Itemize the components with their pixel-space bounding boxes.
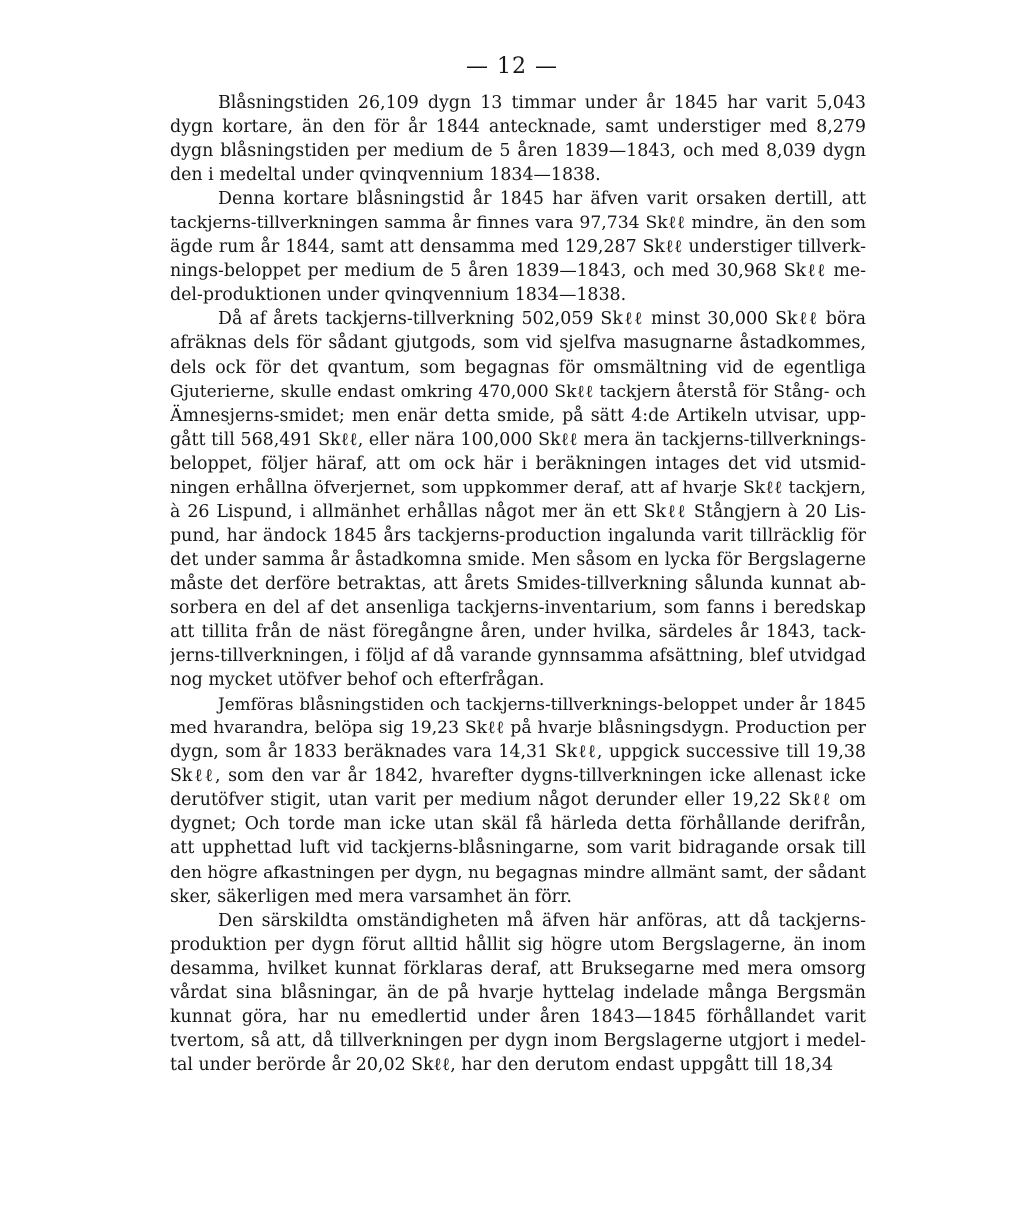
- text-line: gått till 568,491 Skℓℓ, eller nära 100,000 Skℓℓ mera än tackjerns-tillverknings-: [170, 429, 866, 450]
- text-line: Skℓℓ, som den var år 1842, hvarefter dygns-tillverkningen icke allenast icke: [170, 766, 866, 787]
- body-text: [170, 91, 866, 1077]
- text-line: beloppet, följer häraf, att om ock här i beräkningen intages det vid utsmid-: [170, 453, 866, 474]
- text-line: Denna kortare blåsningstid år 1845 har äfven varit orsaken dertill, att: [218, 189, 866, 210]
- text-line: dels ock för det qvantum, som begagnas för omsmältning vid de egentliga: [170, 357, 866, 378]
- text-line: ägde rum år 1844, samt att densamma med 129,287 Skℓℓ understiger tillverk-: [170, 237, 866, 258]
- text-line: måste det derföre betraktas, att årets Smides-tillverkning sålunda kunnat ab-: [170, 573, 866, 594]
- text-line: ningen erhållna öfverjernet, som uppkommer deraf, att af hvarje Skℓℓ tackjern,: [170, 477, 866, 498]
- paragraph: [170, 692, 866, 908]
- paragraph: [170, 909, 866, 1077]
- text-line: dygn, som år 1833 beräknades vara 14,31 Skℓℓ, uppgick successive till 19,38: [170, 742, 866, 763]
- text-line: tackjerns-tillverkningen samma år finnes vara 97,734 Skℓℓ mindre, än den som: [170, 213, 866, 234]
- text-line: desamma, hvilket kunnat förklaras deraf, att Bruksegarne med mera omsorg: [170, 958, 866, 979]
- text-line: sorbera en del af det ansenliga tackjerns-inventarium, som fanns i beredskap: [170, 597, 866, 618]
- text-line: sker, säkerligen med mera varsamhet än förr.: [170, 886, 572, 907]
- text-line: Då af årets tackjerns-tillverkning 502,059 Skℓℓ minst 30,000 Skℓℓ böra: [218, 309, 866, 330]
- text-line: Gjuterierne, skulle endast omkring 470,000 Skℓℓ tackjern återstå för Stång- och: [170, 381, 866, 402]
- text-line: dygnet; Och torde man icke utan skäl få härleda detta förhållande derifrån,: [170, 814, 866, 835]
- text-line: att tillita från de näst föregångne åren, under hvilka, särdeles år 1843, tack-: [170, 622, 866, 643]
- text-line: Blåsningstiden 26,109 dygn 13 timmar under år 1845 har varit 5,043: [218, 93, 866, 113]
- text-line: dygn kortare, än den för år 1844 antecknade, samt understiger med 8,279: [170, 117, 866, 138]
- text-line: nog mycket utöfver behof och efterfrågan.: [170, 670, 545, 691]
- text-line: vårdat sina blåsningar, än de på hvarje hyttelag indelade många Bergsmän: [170, 982, 866, 1003]
- text-line: den i medeltal under qvinqvennium 1834—1838.: [170, 165, 601, 186]
- text-line: med hvarandra, belöpa sig 19,23 Skℓℓ på hvarje blåsningsdygn. Production per: [170, 718, 866, 739]
- text-line: jerns-tillverkningen, i följd af då varande gynnsamma afsättning, blef utvidgad: [170, 646, 866, 667]
- text-line: produktion per dygn förut alltid hållit sig högre utom Bergslagerne, än inom: [170, 934, 866, 955]
- text-line: nings-beloppet per medium de 5 åren 1839—1843, och med 30,968 Skℓℓ me-: [170, 261, 866, 282]
- page-number: — 12 —: [466, 54, 558, 79]
- text-line: kunnat göra, har nu emedlertid under åren 1843—1845 förhållandet varit: [170, 1006, 866, 1027]
- paragraph: [170, 91, 866, 187]
- text-line: afräknas dels för sådant gjutgods, som vid sjelfva masugnarne åstadkommes,: [170, 333, 866, 354]
- paragraph: [170, 307, 866, 692]
- text-line: pund, har ändock 1845 års tackjerns-production ingalunda varit tillräcklig för: [170, 525, 866, 546]
- text-line: dygn blåsningstiden per medium de 5 åren 1839—1843, och med 8,039 dygn: [170, 141, 866, 162]
- text-line: del-produktionen under qvinqvennium 1834—1838.: [170, 285, 627, 306]
- text-line: tal under berörde år 20,02 Skℓℓ, har den derutom endast uppgått till 18,34: [170, 1054, 834, 1075]
- text-line: Den särskildta omständigheten må äfven här anföras, att då tackjerns-: [218, 910, 866, 931]
- text-line: att upphettad luft vid tackjerns-blåsningarne, som varit bidragande orsak till: [170, 838, 866, 859]
- text-line: den högre afkastningen per dygn, nu begagnas mindre allmänt samt, der sådant: [170, 862, 866, 883]
- text-line: derutöfver stigit, utan varit per medium något derunder eller 19,22 Skℓℓ om: [170, 790, 866, 811]
- text-line: det under samma år åstadkomna smide. Men såsom en lycka för Bergslagerne: [170, 549, 866, 570]
- text-line: à 26 Lispund, i allmänhet erhållas något mer än ett Skℓℓ Stångjern à 20 Lis-: [170, 501, 866, 522]
- text-line: Ämnesjerns-smidet; men enär detta smide, på sätt 4:de Artikeln utvisar, upp-: [170, 405, 866, 426]
- text-line: Jemföras blåsningstiden och tackjerns-tillverknings-beloppet under år 1845: [218, 694, 866, 715]
- text-line: tvertom, så att, då tillverkningen per dygn inom Bergslagerne utgjort i medel-: [170, 1030, 866, 1051]
- paragraph: [170, 187, 866, 307]
